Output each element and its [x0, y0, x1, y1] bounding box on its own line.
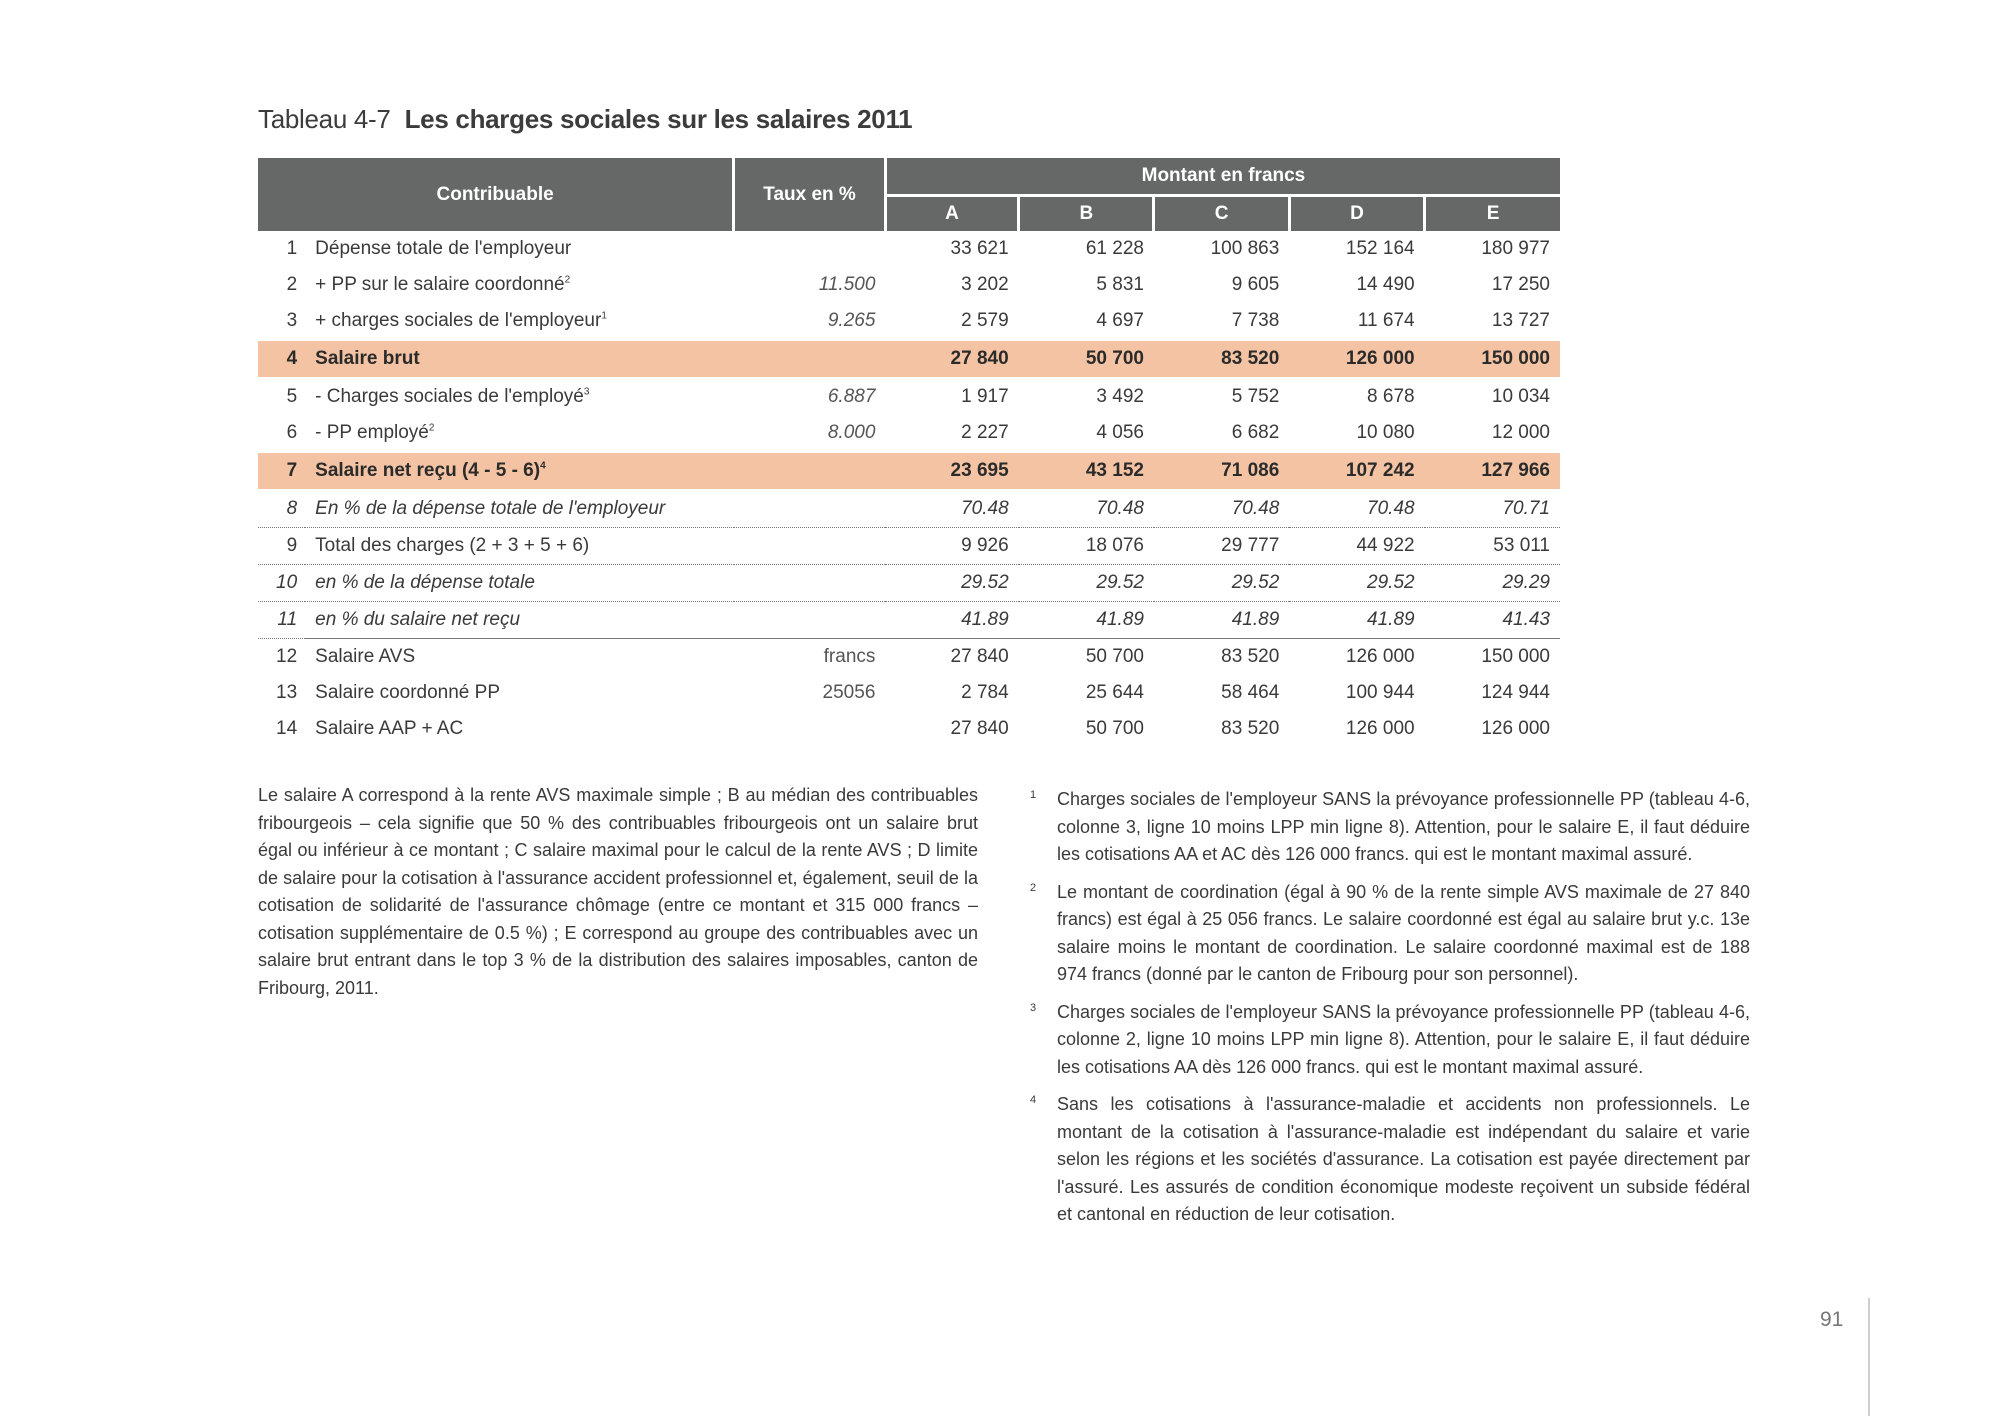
row-value-c: 83 520 — [1154, 340, 1289, 378]
row-value-d: 44 922 — [1289, 528, 1424, 565]
table-row — [258, 675, 1560, 711]
table-row — [258, 231, 1560, 267]
row-value-e: 180 977 — [1481, 238, 1550, 259]
table-row — [258, 639, 1560, 676]
row-rate — [734, 528, 886, 565]
row-value-a: 27 840 — [950, 646, 1009, 667]
row-number: 7 — [258, 452, 305, 490]
charges-table — [258, 158, 1560, 747]
row-label-text: + PP sur le salaire coordonné — [315, 274, 565, 295]
row-rate — [734, 490, 886, 528]
row-label — [305, 490, 734, 528]
row-value-b: 43 152 — [1019, 452, 1154, 490]
footnote-number: 3 — [1030, 1001, 1037, 1014]
row-value-a: 29.52 — [885, 565, 1018, 602]
footnote-ref: 1 — [601, 310, 607, 322]
row-label-text: Salaire AAP + AC — [315, 718, 464, 739]
row-value-e: 29.29 — [1425, 565, 1560, 602]
row-label-text: + charges sociales de l'employeur — [315, 310, 602, 331]
row-number: 3 — [286, 310, 298, 331]
table-row — [258, 490, 1560, 528]
row-value-a: 1 917 — [961, 386, 1009, 407]
row-label — [305, 303, 734, 340]
row-value-d: 14 490 — [1356, 274, 1415, 295]
row-value-b: 70.48 — [1019, 490, 1154, 528]
row-value-e: 10 034 — [1491, 386, 1550, 407]
table-title-text: Les charges sociales sur les salaires 2011 — [404, 104, 913, 134]
row-value-c: 71 086 — [1154, 452, 1289, 490]
header-col-b: B — [1019, 196, 1154, 232]
row-value-b: 50 700 — [1085, 646, 1144, 667]
row-value-c: 100 863 — [1210, 238, 1280, 259]
row-value-c: 83 520 — [1221, 718, 1280, 739]
table-row — [258, 415, 1560, 452]
row-value-c: 58 464 — [1221, 682, 1280, 703]
row-number: 12 — [276, 646, 298, 667]
row-value-b: 61 228 — [1085, 238, 1144, 259]
row-value-e: 13 727 — [1491, 310, 1550, 331]
row-value-d: 107 242 — [1289, 452, 1424, 490]
table-row — [258, 378, 1560, 415]
row-value-b: 50 700 — [1085, 718, 1144, 739]
row-value-a: 9 926 — [885, 528, 1018, 565]
table-row — [258, 602, 1560, 639]
row-label-text: en % du salaire net reçu — [315, 609, 521, 630]
table-row — [258, 565, 1560, 602]
footnote-text: Sans les cotisations à l'assurance-maladie et accidents non professionnels. Le montant de la cotisation à l'assurance-maladie est indépendant du salaire et varie selon les régions et les sociétés d'assurance. La cotisation est payée directement par l'assuré. Les assurés de condition économique modeste reçoivent un subside fédéral et cantonal en réduction de leur cotisation. — [1057, 1094, 1750, 1224]
footnote-ref: 3 — [583, 386, 590, 398]
footnote-text: Le montant de coordination (égal à 90 % de la rente simple AVS maximale de 27 840 francs) est égal à 25 056 francs. Le salaire coordonné est égal au salaire brut y.c. 13e salaire moins le montant de coordination. Le salaire coordonné maximal est de 188 974 francs (donné par le canton de Fribourg pour son personnel). — [1057, 881, 1750, 984]
row-label — [305, 528, 734, 565]
row-value-b: 18 076 — [1019, 528, 1154, 565]
row-label-text: - Charges sociales de l'employé — [315, 386, 584, 407]
header-montant: Montant en francs — [885, 158, 1560, 196]
row-value-b: 41.89 — [1019, 602, 1154, 639]
row-label-text: en % de la dépense totale — [315, 572, 535, 593]
table-body — [258, 231, 1560, 747]
header-col-d: D — [1289, 196, 1424, 232]
row-rate: 6.887 — [827, 386, 876, 407]
row-value-c: 7 738 — [1231, 310, 1280, 331]
row-value-c: 6 682 — [1231, 422, 1280, 443]
row-label — [305, 452, 734, 490]
row-label — [305, 267, 734, 303]
footnote — [1030, 879, 1750, 989]
table-row — [258, 452, 1560, 490]
row-value-e: 70.71 — [1425, 490, 1560, 528]
table-row — [258, 340, 1560, 378]
row-rate — [734, 602, 886, 639]
row-label — [305, 378, 734, 415]
footnotes — [1030, 786, 1750, 1239]
header-taux: Taux en % — [734, 158, 886, 231]
row-label — [305, 565, 734, 602]
row-value-d: 8 678 — [1367, 386, 1415, 407]
row-number: 6 — [286, 422, 298, 443]
row-value-d: 126 000 — [1289, 340, 1424, 378]
row-number: 1 — [286, 238, 298, 259]
table-row — [258, 528, 1560, 565]
row-value-b: 5 831 — [1096, 274, 1144, 295]
row-value-d: 152 164 — [1345, 238, 1415, 259]
row-number: 5 — [286, 386, 298, 407]
table-row — [258, 267, 1560, 303]
row-label — [305, 231, 734, 267]
row-number: 14 — [276, 718, 298, 739]
row-value-c: 41.89 — [1154, 602, 1289, 639]
row-number: 8 — [258, 490, 305, 528]
header-contribuable: Contribuable — [258, 158, 734, 231]
row-value-b: 25 644 — [1085, 682, 1144, 703]
row-value-c: 70.48 — [1154, 490, 1289, 528]
footnote — [1030, 1091, 1750, 1229]
row-value-e: 150 000 — [1425, 340, 1560, 378]
row-value-e: 127 966 — [1425, 452, 1560, 490]
row-value-b: 29.52 — [1019, 565, 1154, 602]
footnote-number: 2 — [1030, 881, 1037, 894]
row-label-text: En % de la dépense totale de l'employeur — [315, 498, 666, 519]
page-rule — [1868, 1298, 1870, 1416]
row-label — [305, 340, 734, 378]
row-value-b: 4 056 — [1096, 422, 1144, 443]
row-value-c: 83 520 — [1221, 646, 1280, 667]
footnote-ref: 4 — [540, 460, 546, 472]
header-col-e: E — [1425, 196, 1560, 232]
row-value-a: 27 840 — [885, 340, 1018, 378]
row-rate: 11.500 — [818, 274, 876, 295]
row-rate: 9.265 — [827, 310, 876, 331]
row-value-b: 3 492 — [1096, 386, 1144, 407]
row-value-c: 5 752 — [1231, 386, 1280, 407]
row-value-a: 3 202 — [961, 274, 1009, 295]
row-label-text: Total des charges (2 + 3 + 5 + 6) — [315, 535, 590, 556]
footnote — [1030, 786, 1750, 869]
row-number: 2 — [286, 274, 298, 295]
row-label-text: Salaire brut — [315, 348, 420, 369]
row-label — [305, 711, 734, 747]
footnote-text: Charges sociales de l'employeur SANS la prévoyance professionnelle PP (tableau 4-6, colonne 2, ligne 10 moins LPP min ligne 8). Attention, pour le salaire E, il faut déduire les cotisations AA dès 126 000 francs. qui est le montant maximal assuré. — [1057, 1001, 1750, 1077]
row-rate — [734, 452, 886, 490]
row-label — [305, 675, 734, 711]
row-number: 10 — [258, 565, 305, 602]
footnote-ref: 2 — [428, 422, 435, 434]
header-col-a: A — [885, 196, 1018, 232]
row-value-c: 9 605 — [1231, 274, 1280, 295]
row-label-text: Dépense totale de l'employeur — [315, 238, 572, 259]
footnote-number: 1 — [1030, 789, 1037, 801]
row-rate — [734, 711, 886, 747]
row-value-d: 100 944 — [1345, 682, 1415, 703]
row-number: 4 — [258, 340, 305, 378]
footnote — [1030, 999, 1750, 1082]
row-value-a: 33 621 — [950, 238, 1009, 259]
row-value-e: 150 000 — [1481, 646, 1550, 667]
row-value-d: 11 674 — [1357, 310, 1415, 331]
row-value-b: 4 697 — [1096, 310, 1144, 331]
row-rate: 25056 — [822, 682, 876, 703]
row-value-e: 126 000 — [1481, 718, 1550, 739]
row-value-d: 41.89 — [1289, 602, 1424, 639]
row-value-e: 124 944 — [1481, 682, 1550, 703]
row-value-e: 53 011 — [1425, 528, 1560, 565]
row-label — [305, 639, 734, 676]
row-value-a: 2 784 — [961, 682, 1009, 703]
row-label — [305, 415, 734, 452]
row-value-b: 50 700 — [1019, 340, 1154, 378]
row-value-d: 10 080 — [1356, 422, 1415, 443]
row-value-e: 41.43 — [1425, 602, 1560, 639]
row-label-text: - PP employé — [315, 422, 429, 443]
footnote-number: 4 — [1030, 1094, 1037, 1106]
row-number: 9 — [258, 528, 305, 565]
row-value-d: 70.48 — [1289, 490, 1424, 528]
footnote-text: Charges sociales de l'employeur SANS la prévoyance professionnelle PP (tableau 4-6, colonne 3, ligne 10 moins LPP min ligne 8). Attention, pour le salaire E, il faut déduire les cotisations AA et AC dès 126 000 francs. qui est le montant maximal assuré. — [1057, 789, 1750, 864]
row-label-text: Salaire coordonné PP — [315, 682, 500, 703]
table-title — [258, 104, 912, 135]
row-rate — [734, 340, 886, 378]
table-title-label: Tableau 4-7 — [258, 104, 391, 134]
row-value-a: 70.48 — [885, 490, 1018, 528]
header-col-c: C — [1154, 196, 1289, 232]
row-value-a: 41.89 — [885, 602, 1018, 639]
row-number: 13 — [276, 682, 298, 703]
row-value-a: 23 695 — [885, 452, 1018, 490]
row-rate — [734, 565, 886, 602]
row-value-d: 126 000 — [1345, 646, 1415, 667]
notes-left: Le salaire A correspond à la rente AVS maximale simple ; B au médian des contribuables fribourgeois – cela signifie que 50 % des contribuables fribourgeois ont un salaire brut égal ou inférieur à ce montant ; C salaire maximal pour le calcul de la rente AVS ; D limite de salaire pour la cotisation à l'assurance accident professionnel et, également, seuil de la cotisation de solidarité de l'assurance chômage (entre ce montant et 315 000 francs – cotisation supplémentaire de 0.5 %) ; E correspond au groupe des contribuables avec un salaire brut entrant dans le top 3 % de la distribution des salaires imposables, canton de Fribourg, 2011. — [258, 785, 978, 998]
row-value-a: 2 579 — [961, 310, 1009, 331]
row-value-c: 29 777 — [1154, 528, 1289, 565]
row-value-e: 17 250 — [1491, 274, 1550, 295]
page-number: 91 — [1820, 1308, 1844, 1331]
row-value-d: 29.52 — [1289, 565, 1424, 602]
row-rate: francs — [823, 646, 876, 667]
table-row — [258, 711, 1560, 747]
row-rate: 8.000 — [827, 422, 876, 443]
row-label-text: Salaire AVS — [315, 646, 416, 667]
row-number: 11 — [258, 602, 305, 639]
row-rate — [734, 231, 886, 267]
row-value-a: 27 840 — [950, 718, 1009, 739]
table-row — [258, 303, 1560, 340]
row-value-e: 12 000 — [1491, 422, 1550, 443]
row-value-c: 29.52 — [1154, 565, 1289, 602]
row-label-text: Salaire net reçu (4 - 5 - 6) — [315, 460, 541, 481]
row-label — [305, 602, 734, 639]
footnote-ref: 2 — [564, 274, 571, 286]
row-value-a: 2 227 — [961, 422, 1009, 443]
row-value-d: 126 000 — [1345, 718, 1415, 739]
